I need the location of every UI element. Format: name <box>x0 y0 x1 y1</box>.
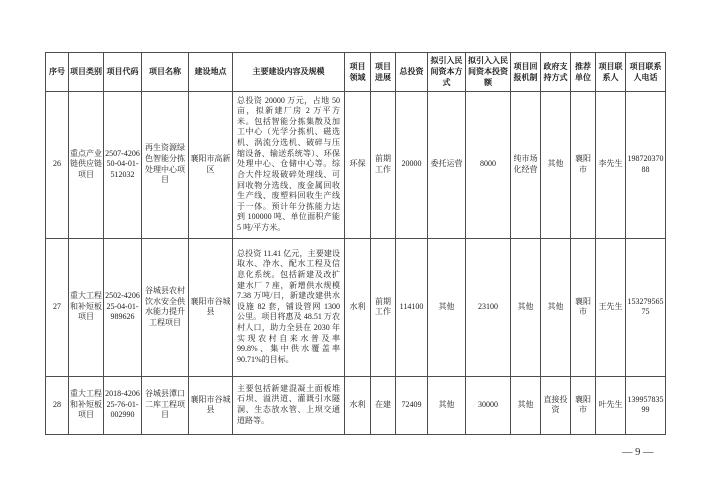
cell-capital_method: 委托运营 <box>428 91 466 238</box>
cell-total_investment: 114100 <box>396 238 428 376</box>
cell-capital_amount: 23100 <box>466 238 511 376</box>
cell-content: 总投资 11.41 亿元，主要建设取水、净水、配水工程及信息化系统。包括新建及改扩建水厂 7 座，新增供水规模 7.38 万吨/日，新建改建供水设施 82 套，铺设管网 1300 公里。项目将惠及 48.51 万农村人口，助力全县在 2030 年实现农村自来水普及率 99.8%、集中供水覆盖率 90.71%的目标。 <box>233 238 345 376</box>
header-cell-location: 建设地点 <box>189 53 233 92</box>
header-cell-capital_amount: 拟引入入民间资本投资额 <box>466 53 511 92</box>
cell-return_mechanism: 纯市场化经营 <box>511 91 541 238</box>
project-table <box>45 52 666 435</box>
cell-progress: 前期工作 <box>371 238 396 376</box>
header-cell-contact: 项目联系人 <box>596 53 626 92</box>
cell-location: 襄阳市谷城县 <box>189 376 233 434</box>
cell-code: 2507-420650-04-01-512032 <box>104 91 142 238</box>
table-row <box>46 238 666 376</box>
cell-name: 再生资源绿色智能分拣处理中心项目 <box>142 91 189 238</box>
cell-capital_method: 其他 <box>428 238 466 376</box>
cell-location: 襄阳市谷城县 <box>189 238 233 376</box>
cell-name: 谷城县农村饮水安全供水能力提升工程项目 <box>142 238 189 376</box>
cell-recommender: 襄阳市 <box>571 376 596 434</box>
table-header-row <box>46 53 666 92</box>
cell-code: 2502-420625-04-01-989626 <box>104 238 142 376</box>
cell-phone: 13995783599 <box>626 376 666 434</box>
cell-total_investment: 72409 <box>396 376 428 434</box>
cell-recommender: 襄阳市 <box>571 238 596 376</box>
cell-category: 重点产业链供应链项目 <box>69 91 104 238</box>
header-cell-field: 项目领域 <box>345 53 371 92</box>
cell-gov_support: 其他 <box>541 238 571 376</box>
cell-return_mechanism: 其他 <box>511 238 541 376</box>
header-cell-seq: 序号 <box>46 53 69 92</box>
cell-content: 主要包括新建混凝土面板堆石坝、溢洪道、灌溉引水隧洞、生态放水管、上坝交通道路等。 <box>233 376 345 434</box>
header-cell-progress: 项目进展 <box>371 53 396 92</box>
cell-capital_amount: 30000 <box>466 376 511 434</box>
cell-gov_support: 其他 <box>541 91 571 238</box>
cell-field: 水利 <box>345 376 371 434</box>
cell-phone: 15327956575 <box>626 238 666 376</box>
cell-total_investment: 20000 <box>396 91 428 238</box>
header-cell-category: 项目类别 <box>69 53 104 92</box>
table-header <box>46 53 666 92</box>
page-number: — 9 — <box>622 447 654 458</box>
header-cell-gov_support: 政府支持方式 <box>541 53 571 92</box>
cell-location: 襄阳市高新区 <box>189 91 233 238</box>
table-row <box>46 91 666 238</box>
header-cell-phone: 项目联系人电话 <box>626 53 666 92</box>
header-cell-code: 项目代码 <box>104 53 142 92</box>
cell-field: 水利 <box>345 238 371 376</box>
header-cell-total_investment: 总投资 <box>396 53 428 92</box>
table-body <box>46 91 666 434</box>
header-cell-return_mechanism: 项目回报机制 <box>511 53 541 92</box>
cell-seq: 28 <box>46 376 69 434</box>
cell-contact: 王先生 <box>596 238 626 376</box>
cell-recommender: 襄阳市 <box>571 91 596 238</box>
cell-progress: 在建 <box>371 376 396 434</box>
cell-contact: 叶先生 <box>596 376 626 434</box>
cell-content: 总投资 20000 万元，占地 50 亩，拟新建厂房 2 万平方米。包括智能分拣集散及加工中心（光学分拣机、磁选机、涡流分选机、破碎与压缩设备、输送系统等）、环保处理中心、仓储中心等。综合大件垃圾破碎处理线、可回收物分选线、废金属回收生产线、废塑料回收生产线于一体。预计年分拣能力达到 100000 吨、单位面积产能 5 吨/平方米。 <box>233 91 345 238</box>
cell-contact: 李先生 <box>596 91 626 238</box>
cell-seq: 26 <box>46 91 69 238</box>
cell-name: 谷城县潭口二库工程项目 <box>142 376 189 434</box>
cell-capital_method: 其他 <box>428 376 466 434</box>
cell-return_mechanism: 其他 <box>511 376 541 434</box>
cell-seq: 27 <box>46 238 69 376</box>
cell-capital_amount: 8000 <box>466 91 511 238</box>
cell-phone: 19872037088 <box>626 91 666 238</box>
cell-code: 2018-420625-76-01-002990 <box>104 376 142 434</box>
header-cell-capital_method: 拟引入民间资本方式 <box>428 53 466 92</box>
cell-category: 重大工程和补短板项目 <box>69 238 104 376</box>
cell-progress: 前期工作 <box>371 91 396 238</box>
cell-field: 环保 <box>345 91 371 238</box>
cell-gov_support: 直接投资 <box>541 376 571 434</box>
header-cell-recommender: 推荐单位 <box>571 53 596 92</box>
header-cell-name: 项目名称 <box>142 53 189 92</box>
header-cell-content: 主要建设内容及规模 <box>233 53 345 92</box>
table-row <box>46 376 666 434</box>
cell-category: 重大工程和补短板项目 <box>69 376 104 434</box>
